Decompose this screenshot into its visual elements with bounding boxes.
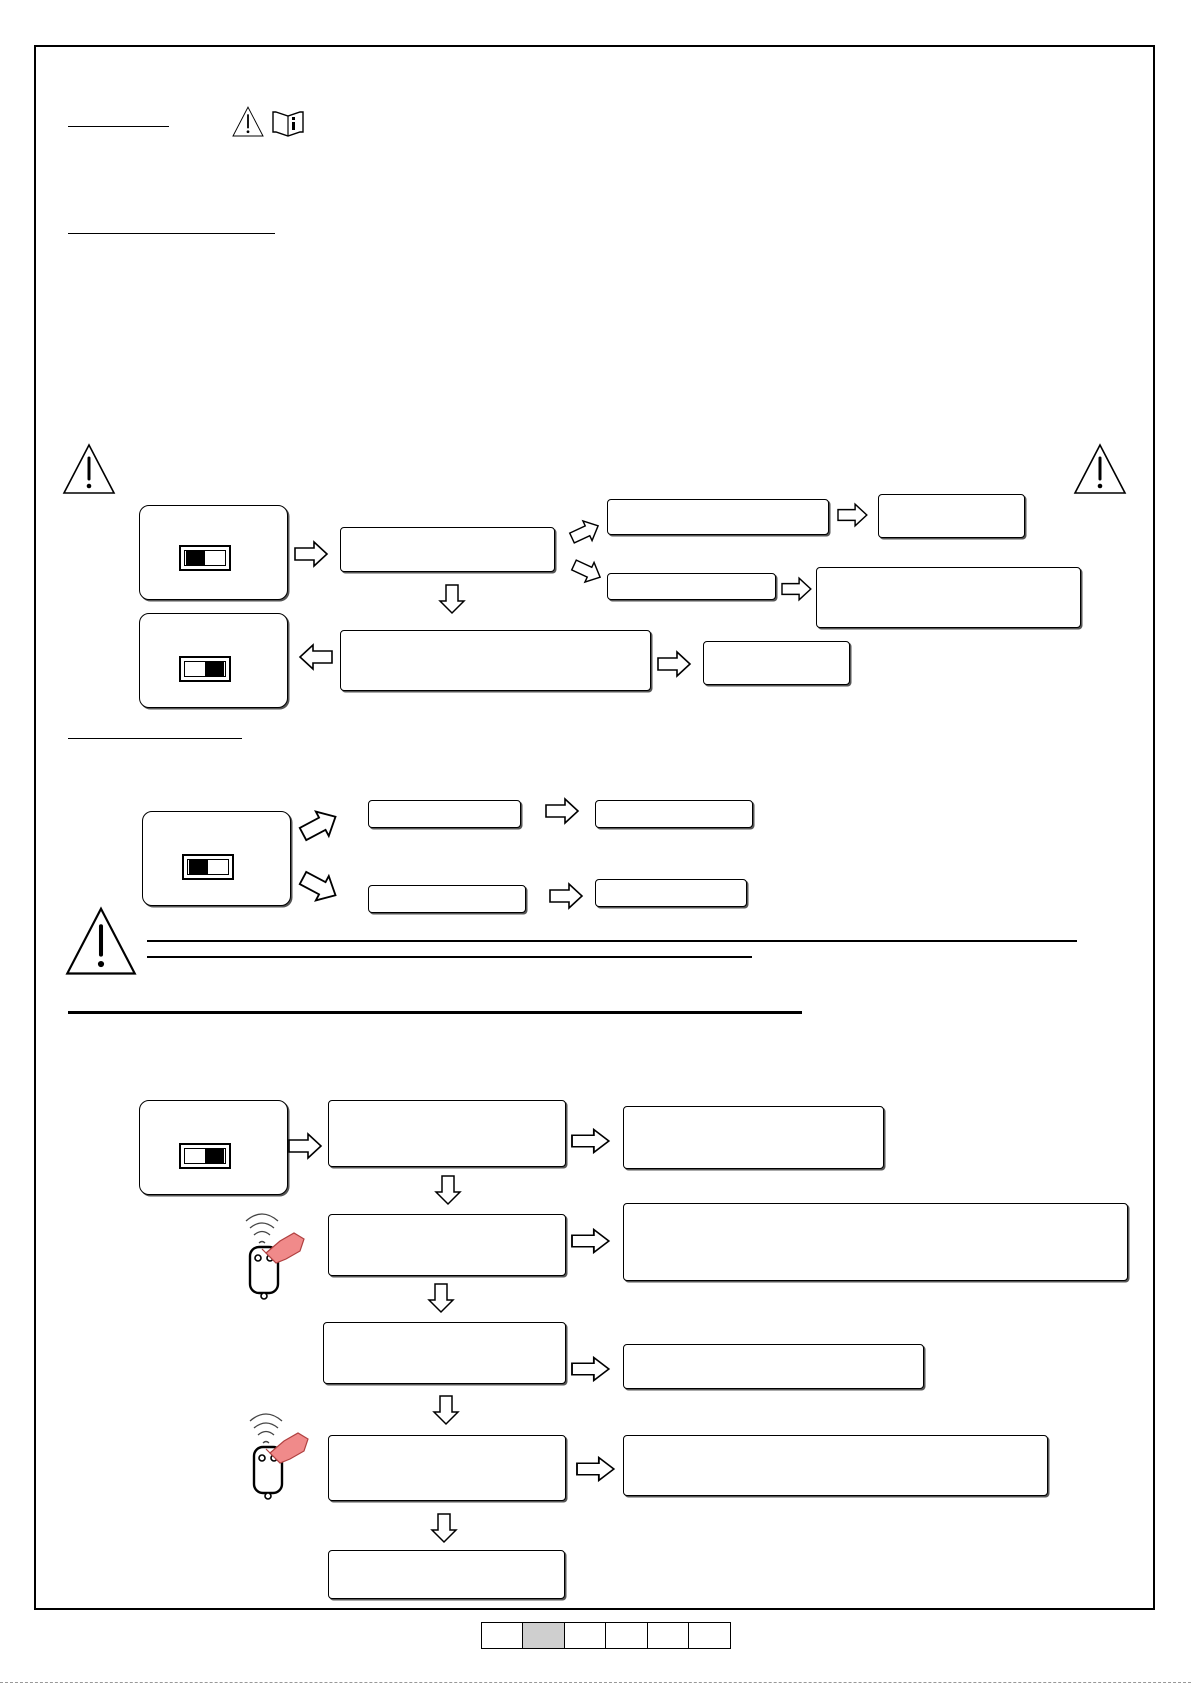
hollow-arrow-icon [297, 866, 342, 908]
hollow-arrow-icon [567, 516, 602, 548]
hollow-arrow-icon [838, 504, 867, 526]
hollow-arrow-icon [572, 1130, 609, 1153]
page-box-1 [481, 1622, 524, 1649]
manual-info-icon [273, 112, 303, 136]
warning-triangle-icon [1075, 445, 1125, 493]
hollow-arrow-icon [569, 555, 604, 587]
warning-triangle-icon [233, 107, 263, 136]
page-box-3 [564, 1622, 607, 1649]
remote-control-icon [250, 1414, 308, 1499]
hollow-arrow-icon [297, 805, 342, 847]
hollow-arrow-icon [572, 1230, 609, 1253]
hollow-arrow-icon [782, 578, 811, 600]
page-box-4 [605, 1622, 648, 1649]
hollow-arrow-icon [546, 799, 578, 823]
hollow-arrow-icon [577, 1458, 614, 1481]
page-box-6 [688, 1622, 731, 1649]
hollow-arrow-icon [295, 542, 327, 566]
hollow-arrow-icon [289, 1134, 321, 1158]
hollow-arrow-icon [434, 1396, 458, 1424]
hollow-arrow-icon [436, 1176, 460, 1204]
page-box-2 [522, 1622, 565, 1649]
warning-triangle-icon [67, 909, 135, 974]
warning-triangle-icon [64, 445, 114, 493]
hollow-arrow-icon [550, 884, 582, 908]
page-edge [0, 1682, 1191, 1683]
hollow-arrow-icon [300, 645, 332, 669]
hollow-arrow-icon [440, 585, 464, 613]
hollow-arrow-icon [432, 1514, 456, 1542]
remote-control-icon [246, 1214, 304, 1299]
hollow-arrow-icon [572, 1358, 609, 1381]
pagination [482, 1622, 731, 1649]
hollow-arrow-icon [658, 652, 690, 676]
page-box-5 [647, 1622, 690, 1649]
hollow-arrow-icon [429, 1284, 453, 1312]
